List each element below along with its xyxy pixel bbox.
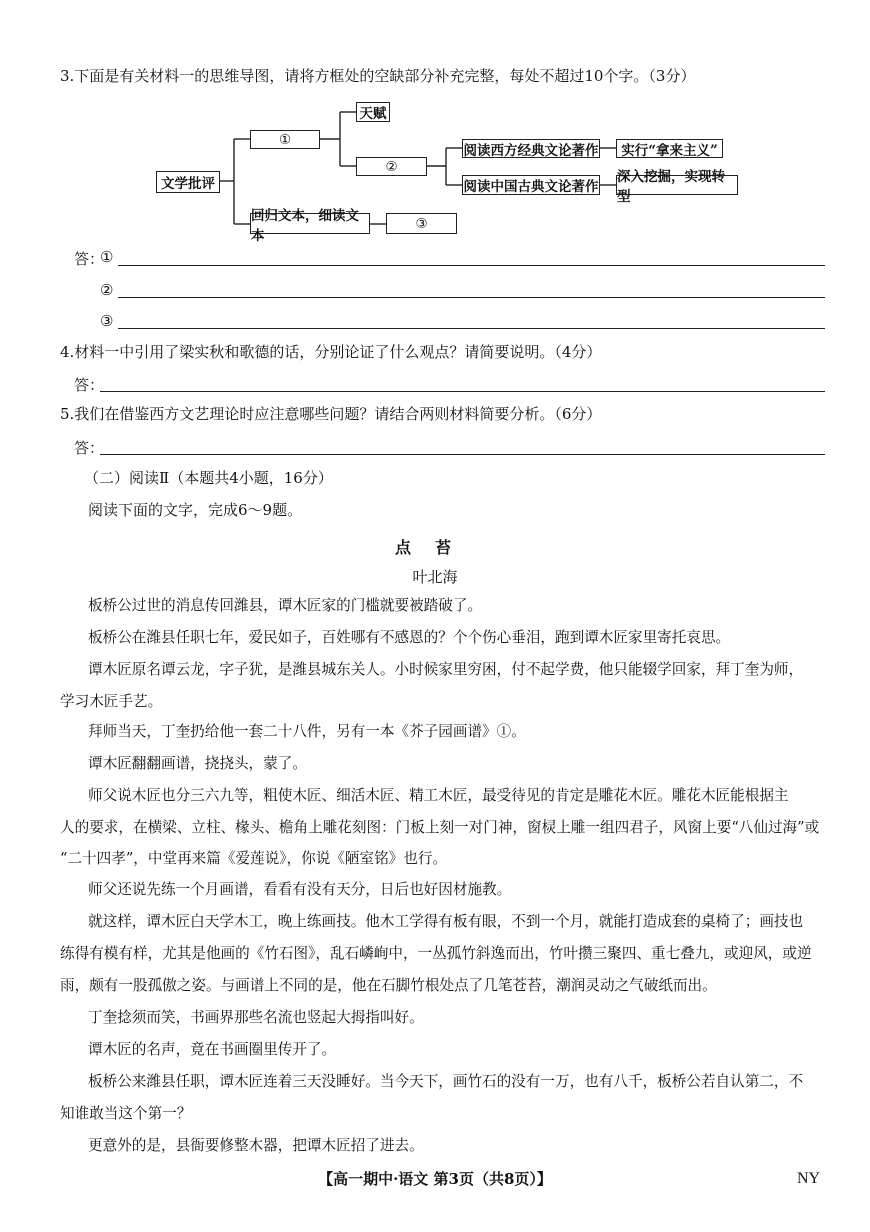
answer-label-q3: 答： [74, 250, 105, 268]
story-line: 人的要求，在横梁、立柱、椽头、檐角上雕花刻图：门板上刻一对门神，窗棂上雕一组四君子，风窗上要“八仙过海”或 [60, 819, 820, 836]
mindmap-blank-2: ② [356, 157, 427, 176]
answer-line-q5[interactable] [100, 454, 825, 455]
story-line: 练得有模有样，尤其是他画的《竹石图》，乱石嶙峋中，一丛孤竹斜逸而出，竹叶攒三聚四、重七叠九，或迎风，或逆 [60, 945, 812, 962]
story-line: 师父说木匠也分三六九等，粗使木匠、细活木匠、精工木匠，最受待见的肯定是雕花木匠。雕花木匠能根据主 [88, 787, 789, 804]
mindmap-nalai: 实行“拿来主义” [616, 139, 723, 158]
question-3: 3.下面是有关材料一的思维导图，请将方框处的空缺部分补充完整，每处不超过10个字。（3分） [60, 67, 696, 85]
story-line: 师父还说先练一个月画谱，看看有没有天分，日后也好因材施教。 [88, 881, 512, 898]
answer-line-q3-2[interactable] [118, 297, 825, 298]
story-title: 点苔 [394, 538, 475, 557]
mindmap-return-text: 回归文本，细读文本 [250, 213, 370, 234]
mindmap-root: 文学批评 [156, 171, 220, 193]
mindmap-blank-3: ③ [386, 213, 457, 234]
story-line: 雨，颇有一股孤傲之姿。与画谱上不同的是，他在石脚竹根处点了几笔苍苔，潮润灵动之气破纸而出。 [60, 977, 717, 994]
answer-line-q4[interactable] [100, 391, 825, 392]
mindmap-read-west: 阅读西方经典文论著作 [462, 139, 600, 158]
question-4: 4.材料一中引用了梁实秋和歌德的话，分别论证了什么观点？请简要说明。（4分） [60, 343, 602, 361]
story-line: 板桥公来潍县任职，谭木匠连着三天没睡好。当今天下，画竹石的没有一万，也有八千，板桥公若自认第二，不 [88, 1073, 804, 1090]
story-line: 更意外的是，县衙要修整木器，把谭木匠招了进去。 [88, 1137, 424, 1154]
answer-num-2: ② [100, 281, 114, 299]
answer-label-q5: 答： [74, 439, 105, 457]
story-line: “二十四孝”，中堂再来篇《爱莲说》，你说《陋室铭》也行。 [60, 850, 448, 867]
story-line: 知谁敢当这个第一？ [60, 1105, 192, 1122]
story-line: 谭木匠翻翻画谱，挠挠头，蒙了。 [88, 755, 307, 772]
story-author: 叶北海 [412, 568, 458, 586]
question-5: 5.我们在借鉴西方文艺理论时应注意哪些问题？请结合两则材料简要分析。（6分） [60, 405, 602, 423]
mindmap-read-china: 阅读中国古典文论著作 [462, 175, 600, 195]
story-line: 板桥公在潍县任职七年，爱民如子，百姓哪有不感恩的？个个伤心垂泪，跑到谭木匠家里寄托哀思。 [88, 629, 731, 646]
story-line: 就这样，谭木匠白天学木工，晚上练画技。他木工学得有板有眼，不到一个月，就能打造成套的桌椅了；画技也 [88, 913, 804, 930]
story-line: 谭木匠的名声，竟在书画圈里传开了。 [88, 1041, 337, 1058]
answer-label-q4: 答： [74, 376, 105, 394]
story-line: 学习木匠手艺。 [60, 693, 163, 710]
story-line: 谭木匠原名谭云龙，字子犹，是潍县城东关人。小时候家里穷困，付不起学费，他只能辍学回家，拜丁奎为师， [88, 661, 804, 678]
mindmap-blank-1: ① [250, 130, 320, 149]
page-footer: 【高一期中·语文 第3页（共8页）】 [318, 1170, 552, 1188]
answer-num-1: ① [100, 248, 114, 266]
answer-num-3: ③ [100, 312, 114, 330]
mindmap-tianfu: 天赋 [356, 102, 390, 122]
story-line: 丁奎捻须而笑，书画界那些名流也竖起大拇指叫好。 [88, 1009, 424, 1026]
mindmap-transform: 深入挖掘，实现转型 [616, 175, 738, 195]
story-line: 拜师当天，丁奎扔给他一套二十八件，另有一本《芥子园画谱》①。 [88, 723, 526, 740]
story-line: 板桥公过世的消息传回潍县，谭木匠家的门槛就要被踏破了。 [88, 597, 483, 614]
section-instruction: 阅读下面的文字，完成6～9题。 [88, 501, 303, 519]
answer-line-q3-1[interactable] [118, 265, 825, 266]
corner-mark: NY [797, 1170, 821, 1187]
answer-line-q3-3[interactable] [118, 328, 825, 329]
section-header: （二）阅读Ⅱ（本题共4小题，16分） [84, 469, 333, 487]
